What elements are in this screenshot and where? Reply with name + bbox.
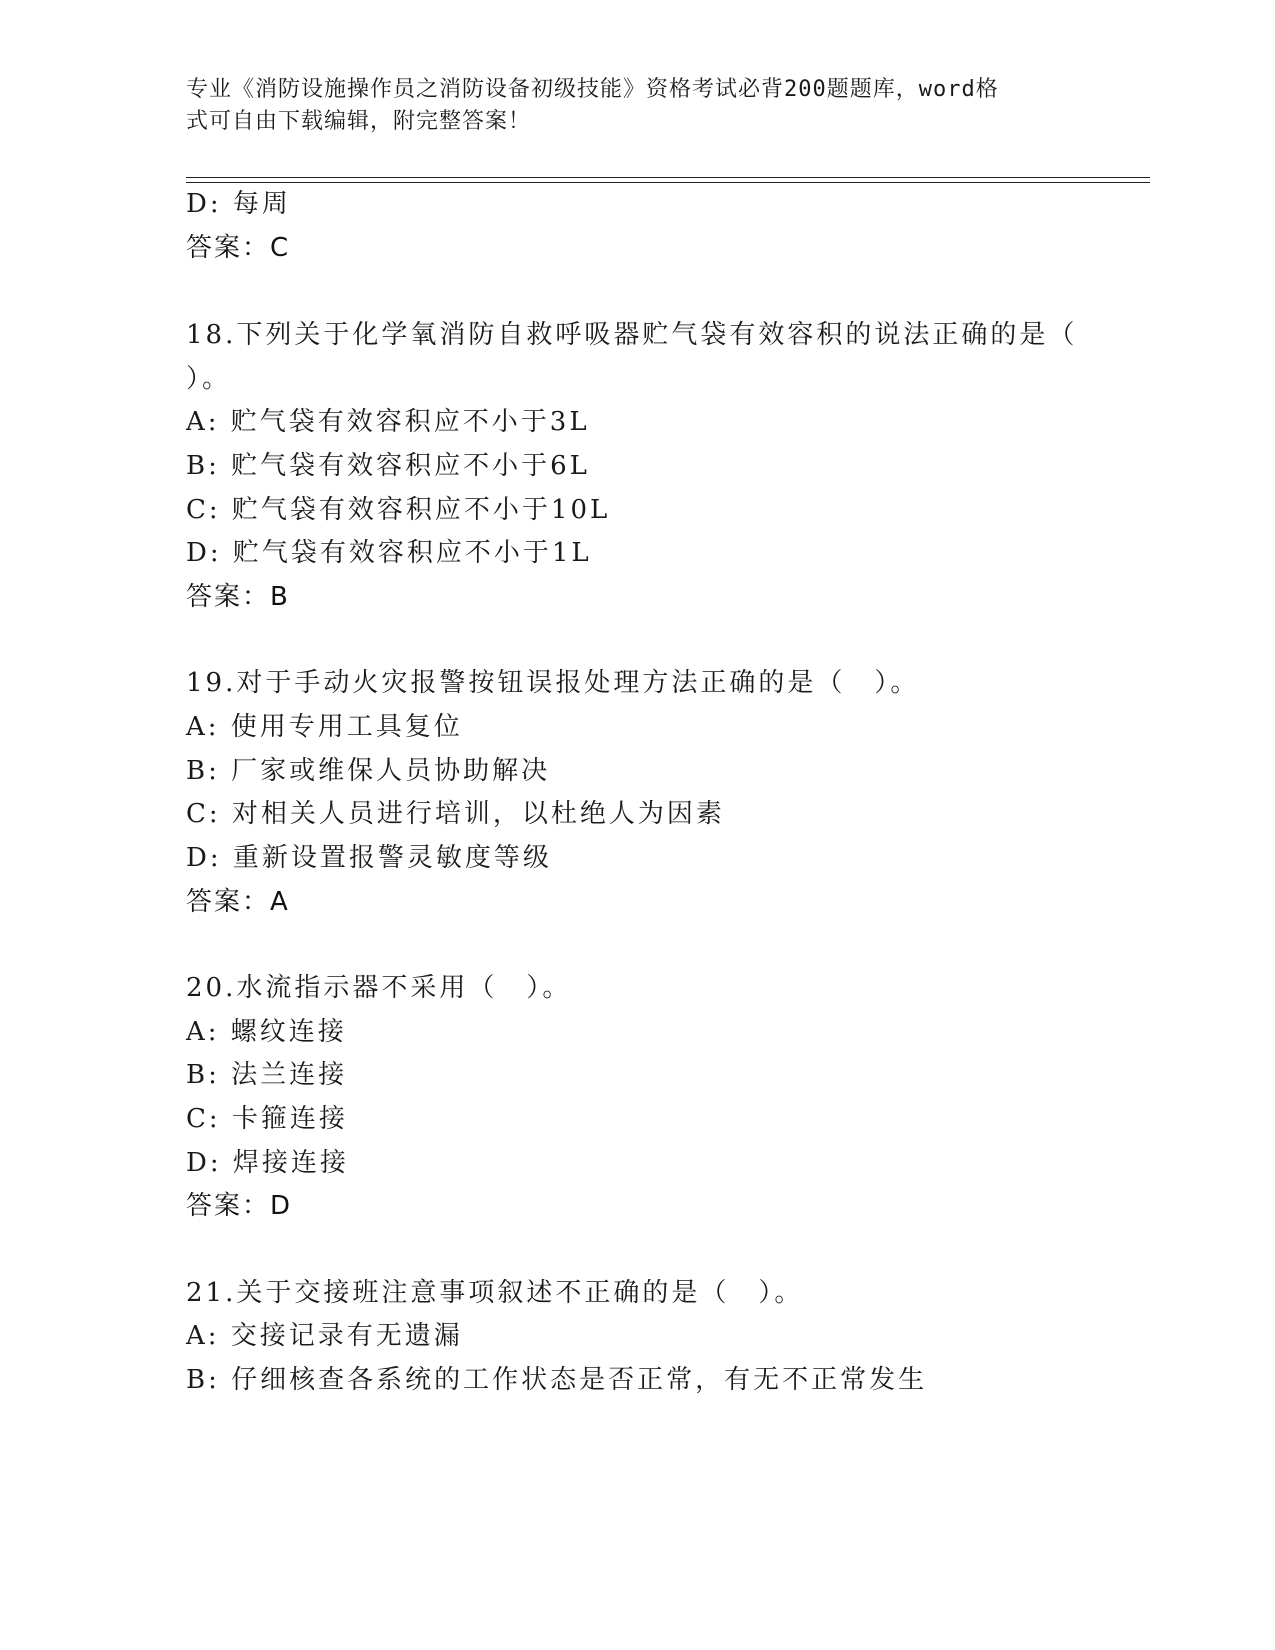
header-line-2: 式可自由下载编辑，附完整答案！ [186,109,532,134]
q19-option-a: A: 使用专用工具复位 [186,712,463,742]
q20-option-d: D: 焊接连接 [186,1148,349,1178]
q19-answer: 答案：A [186,887,290,917]
q18-option-a: A: 贮气袋有效容积应不小于3L [186,407,590,437]
header-divider-bottom [186,182,1150,183]
q18-option-b: B: 贮气袋有效容积应不小于6L [186,451,590,481]
document-header [186,74,1066,138]
q18-option-d: D: 贮气袋有效容积应不小于1L [186,538,592,568]
q18-option-c: C: 贮气袋有效容积应不小于10L [186,495,611,525]
q21-question: 21.关于交接班注意事项叙述不正确的是（ ）。 [186,1278,804,1308]
header-divider-top [186,177,1150,178]
q20-option-a: A: 螺纹连接 [186,1017,347,1047]
q20-question: 20.水流指示器不采用（ ）。 [186,973,572,1003]
q20-answer: 答案：D [186,1191,293,1221]
q19-question: 19.对于手动火灾报警按钮误报处理方法正确的是（ ）。 [186,668,920,698]
q18-question-cont: ）。 [186,364,232,394]
q18-question: 18.下列关于化学氧消防自救呼吸器贮气袋有效容积的说法正确的是（ [186,320,1078,350]
q19-option-c: C: 对相关人员进行培训，以杜绝人为因素 [186,799,725,829]
q17-answer: 答案：C [186,233,291,263]
q17-option-d: D: 每周 [186,189,291,219]
q21-option-a: A: 交接记录有无遗漏 [186,1321,463,1351]
q20-option-c: C: 卡箍连接 [186,1104,348,1134]
q20-option-b: B: 法兰连接 [186,1060,348,1090]
q18-answer: 答案：B [186,582,290,612]
q21-option-b: B: 仔细核查各系统的工作状态是否正常，有无不正常发生 [186,1365,928,1395]
q19-option-d: D: 重新设置报警灵敏度等级 [186,843,552,873]
header-line-1: 专业《消防设施操作员之消防设备初级技能》资格考试必背200题题库，word格 [186,77,999,102]
q19-option-b: B: 厂家或维保人员协助解决 [186,756,551,786]
